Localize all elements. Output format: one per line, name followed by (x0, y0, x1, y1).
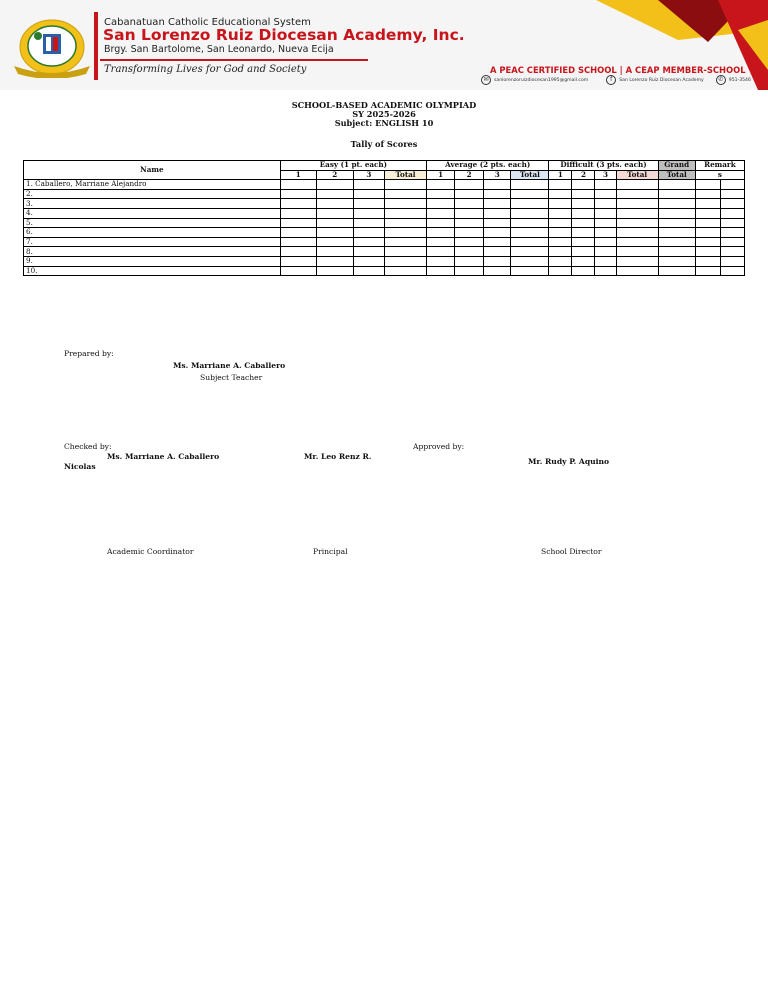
score-cell (427, 199, 455, 209)
score-cell (720, 228, 744, 238)
score-cell (616, 199, 658, 209)
avg-col-3: 3 (484, 170, 511, 180)
score-cell (595, 247, 616, 257)
score-cell (455, 189, 484, 199)
score-cell (572, 208, 595, 218)
remarks-header-wrap: s (695, 170, 744, 180)
participant-name-cell: 7. (24, 237, 281, 247)
participant-name-cell: 6. (24, 228, 281, 238)
score-cell (455, 247, 484, 257)
school-tagline: Transforming Lives for God and Society (104, 64, 307, 75)
table-row (24, 189, 745, 199)
score-cell (549, 228, 572, 238)
participant-name-cell: 4. (24, 208, 281, 218)
score-cell (658, 208, 695, 218)
score-cell (549, 218, 572, 228)
score-cell (280, 199, 316, 209)
diff-total-header: Total (616, 170, 658, 180)
score-cell (484, 247, 511, 257)
prepared-by-label: Prepared by: (64, 349, 114, 358)
score-cell (549, 237, 572, 247)
header-rule (100, 59, 368, 61)
score-cell (658, 189, 695, 199)
score-cell (427, 237, 455, 247)
score-cell (658, 256, 695, 266)
score-cell (595, 180, 616, 190)
score-cell (549, 266, 572, 276)
contact-email: sanlorenzoruizdiocesan1995@gmail.com (494, 77, 589, 83)
score-cell (595, 199, 616, 209)
score-cell (353, 199, 384, 209)
score-cell (572, 199, 595, 209)
avg-col-1: 1 (427, 170, 455, 180)
score-cell (455, 180, 484, 190)
diff-col-2: 2 (572, 170, 595, 180)
score-cell (595, 237, 616, 247)
score-cell (616, 180, 658, 190)
score-cell (616, 237, 658, 247)
score-cell (427, 256, 455, 266)
score-cell (616, 228, 658, 238)
difficult-header: Difficult (3 pts. each) (549, 161, 658, 171)
score-cell (720, 256, 744, 266)
score-cell (427, 228, 455, 238)
score-cell (316, 199, 353, 209)
score-cell (695, 199, 720, 209)
score-cell (549, 199, 572, 209)
score-cell (511, 266, 549, 276)
score-cell (595, 228, 616, 238)
score-cell (384, 237, 426, 247)
prepared-by-name: Ms. Marriane A. Caballero (173, 361, 286, 370)
score-cell (572, 228, 595, 238)
score-cell (695, 256, 720, 266)
score-cell (658, 266, 695, 276)
score-cell (384, 189, 426, 199)
contact-facebook: San Lorenzo Ruiz Diocesan Academy (619, 77, 704, 83)
score-cell (572, 266, 595, 276)
score-cell (280, 189, 316, 199)
contact-line (481, 75, 751, 85)
score-cell (455, 208, 484, 218)
table-body (24, 180, 745, 276)
score-cell (427, 218, 455, 228)
score-cell (720, 189, 744, 199)
score-cell (720, 218, 744, 228)
score-cell (616, 189, 658, 199)
score-cell (720, 180, 744, 190)
score-cell (695, 237, 720, 247)
score-cell (280, 180, 316, 190)
score-cell (455, 218, 484, 228)
director-name: Mr. Rudy P. Aquino (528, 457, 610, 466)
score-cell (427, 247, 455, 257)
table-row (24, 180, 745, 190)
score-cell (595, 266, 616, 276)
score-cell (384, 228, 426, 238)
score-cell (695, 228, 720, 238)
participant-name-cell: 9. (24, 256, 281, 266)
grand-header: Grand (658, 161, 695, 171)
easy-col-1: 1 (280, 170, 316, 180)
remarks-header: Remark (695, 161, 744, 171)
score-cell (484, 199, 511, 209)
school-seal-icon (12, 14, 92, 78)
table-row (24, 228, 745, 238)
score-cell (616, 256, 658, 266)
score-cell (484, 256, 511, 266)
score-cell (695, 247, 720, 257)
facebook-icon: f (606, 75, 616, 85)
score-cell (427, 266, 455, 276)
score-cell (427, 189, 455, 199)
diff-col-3: 3 (595, 170, 616, 180)
score-cell (616, 218, 658, 228)
principal-name: Mr. Leo Renz R. (304, 452, 372, 461)
score-cell (280, 247, 316, 257)
score-cell (484, 228, 511, 238)
score-cell (549, 208, 572, 218)
score-cell (616, 208, 658, 218)
score-cell (353, 208, 384, 218)
score-cell (595, 218, 616, 228)
easy-header: Easy (1 pt. each) (280, 161, 426, 171)
score-cell (384, 218, 426, 228)
participant-name-cell: 3. (24, 199, 281, 209)
score-cell (511, 228, 549, 238)
avg-col-2: 2 (455, 170, 484, 180)
score-cell (316, 228, 353, 238)
score-cell (427, 208, 455, 218)
score-cell (280, 228, 316, 238)
participant-name-cell: 10. (24, 266, 281, 276)
table-row (24, 266, 745, 276)
score-cell (658, 180, 695, 190)
score-cell (616, 266, 658, 276)
contact-phone: 951-3546 (728, 77, 751, 83)
score-cell (384, 247, 426, 257)
score-cell (658, 247, 695, 257)
score-cell (720, 237, 744, 247)
document-title: SCHOOL-BASED ACADEMIC OLYMPIAD (291, 100, 477, 110)
org-name: Cabanatuan Catholic Educational System (104, 17, 311, 28)
table-row (24, 199, 745, 209)
score-cell (572, 189, 595, 199)
score-cell (280, 256, 316, 266)
score-cell (484, 237, 511, 247)
score-cell (695, 218, 720, 228)
checked-by-name-wrap: Nicolas (64, 462, 96, 471)
score-cell (353, 228, 384, 238)
participant-name-cell: 1. Caballero, Marriane Alejandro (24, 180, 281, 190)
score-cell (316, 256, 353, 266)
avg-total-header: Total (511, 170, 549, 180)
average-header: Average (2 pts. each) (427, 161, 549, 171)
checked-by-name: Ms. Marriane A. Caballero (107, 452, 220, 461)
score-cell (316, 218, 353, 228)
participant-name-cell: 8. (24, 247, 281, 257)
score-cell (572, 247, 595, 257)
score-cell (511, 218, 549, 228)
score-cell (695, 266, 720, 276)
score-cell (549, 247, 572, 257)
score-cell (484, 218, 511, 228)
score-cell (384, 208, 426, 218)
score-cell (280, 208, 316, 218)
table-header-row (24, 161, 745, 171)
score-cell (511, 237, 549, 247)
score-cell (595, 256, 616, 266)
score-cell (455, 237, 484, 247)
principal-title: Principal (313, 547, 348, 556)
score-cell (720, 208, 744, 218)
score-cell (316, 237, 353, 247)
score-cell (316, 180, 353, 190)
score-cell (511, 256, 549, 266)
score-cell (353, 266, 384, 276)
table-row (24, 237, 745, 247)
score-cell (511, 180, 549, 190)
score-cell (695, 208, 720, 218)
table-row (24, 218, 745, 228)
checked-by-label: Checked by: (64, 442, 112, 451)
score-cell (384, 266, 426, 276)
score-cell (353, 247, 384, 257)
phone-icon: ✆ (716, 75, 726, 85)
director-title: School Director (541, 547, 602, 556)
score-cell (572, 218, 595, 228)
score-cell (455, 199, 484, 209)
school-year: SY 2025-2026 (352, 109, 416, 119)
score-cell (511, 199, 549, 209)
prepared-by-title: Subject Teacher (200, 373, 263, 382)
score-cell (511, 189, 549, 199)
participant-name-cell: 5. (24, 218, 281, 228)
table-row (24, 247, 745, 257)
score-cell (484, 208, 511, 218)
score-cell (316, 247, 353, 257)
score-cell (455, 256, 484, 266)
tally-title: Tally of Scores (350, 139, 418, 149)
score-cell (511, 208, 549, 218)
score-cell (658, 199, 695, 209)
score-cell (572, 237, 595, 247)
score-cell (549, 189, 572, 199)
easy-total-header: Total (384, 170, 426, 180)
scores-table (23, 160, 745, 276)
letterhead (0, 0, 768, 90)
score-cell (572, 256, 595, 266)
score-cell (353, 237, 384, 247)
score-cell (427, 180, 455, 190)
easy-col-3: 3 (353, 170, 384, 180)
score-cell (720, 266, 744, 276)
score-cell (384, 199, 426, 209)
score-cell (484, 189, 511, 199)
score-cell (455, 266, 484, 276)
score-cell (316, 266, 353, 276)
grand-total-header: Total (658, 170, 695, 180)
score-cell (695, 189, 720, 199)
coordinator-title: Academic Coordinator (107, 547, 194, 556)
table-row (24, 208, 745, 218)
subject-line: Subject: ENGLISH 10 (334, 118, 434, 128)
score-cell (720, 199, 744, 209)
score-cell (316, 189, 353, 199)
score-cell (595, 208, 616, 218)
score-cell (658, 237, 695, 247)
score-cell (720, 247, 744, 257)
score-cell (353, 256, 384, 266)
score-cell (280, 266, 316, 276)
header-divider (94, 12, 98, 80)
score-cell (549, 256, 572, 266)
score-cell (353, 189, 384, 199)
name-header: Name (24, 161, 281, 180)
score-cell (616, 247, 658, 257)
certification-banner: A PEAC CERTIFIED SCHOOL | A CEAP MEMBER-SCHOOL (490, 65, 746, 75)
score-cell (511, 247, 549, 257)
school-name: San Lorenzo Ruiz Diocesan Academy, Inc. (103, 26, 465, 44)
score-cell (384, 256, 426, 266)
score-cell (353, 180, 384, 190)
score-cell (695, 180, 720, 190)
score-cell (484, 266, 511, 276)
score-cell (658, 228, 695, 238)
score-cell (484, 180, 511, 190)
participant-name-cell: 2. (24, 189, 281, 199)
score-cell (572, 180, 595, 190)
score-cell (280, 218, 316, 228)
score-cell (316, 208, 353, 218)
score-cell (384, 180, 426, 190)
table-row (24, 256, 745, 266)
school-address: Brgy. San Bartolome, San Leonardo, Nueva Ecija (104, 44, 334, 55)
approved-by-label: Approved by: (413, 442, 465, 451)
score-cell (549, 180, 572, 190)
score-cell (595, 189, 616, 199)
score-cell (353, 218, 384, 228)
score-cell (658, 218, 695, 228)
score-cell (280, 237, 316, 247)
diff-col-1: 1 (549, 170, 572, 180)
easy-col-2: 2 (316, 170, 353, 180)
score-cell (455, 228, 484, 238)
email-icon: ✉ (481, 75, 491, 85)
